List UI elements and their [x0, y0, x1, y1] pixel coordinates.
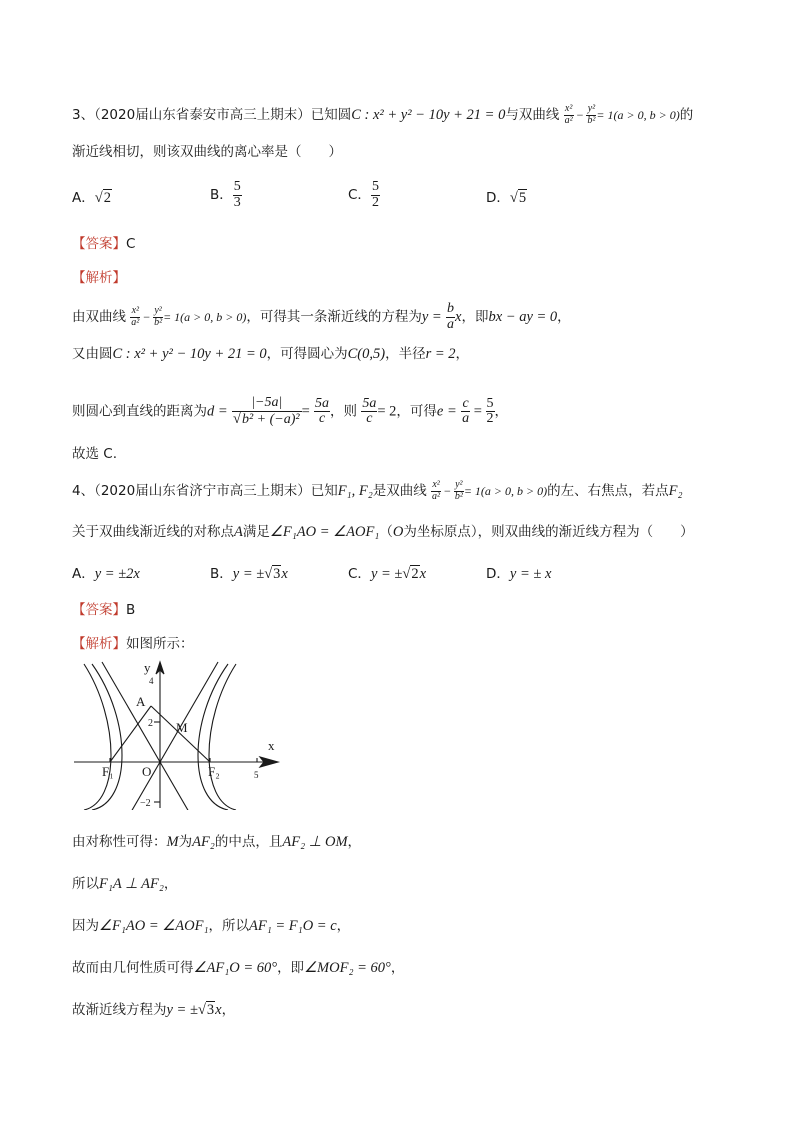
q3-solution-step2: 又由圆C : x² + y² − 10y + 21 = 0，可得圆心为C(0,5)，半径r = 2， — [72, 346, 470, 362]
q4-solution-line3: 因为∠F₁AO = ∠AOF₁，所以AF₁ = F₁O = c， — [72, 918, 351, 934]
q3-solution-step1: 由双曲线 $\frac{\text{x²}}{\text{a²}}$ − $\frac{\text{y²}}{\text{b²}}$ = 1(a > 0, b > 0)，可得其一条渐近线的方程为y = $\frac{b}{a}$ x，即bx − ay = 0， — [72, 301, 571, 332]
q3-solution-conclusion: 故选 C. — [72, 446, 118, 462]
hyperbola-right-branch — [209, 664, 236, 810]
point-O: O — [142, 764, 152, 779]
q3-frac-y2b2: $\frac{\text{y²}}{\text{b²}}$ — [587, 103, 596, 126]
q3-tail: 的 — [679, 107, 694, 123]
q3-s1-frac-ba: $\frac{b}{a}$ — [447, 301, 455, 332]
q4-stem-line2: 关于双曲线渐近线的对称点A满足∠F₁AO = ∠AOF₁（O为坐标原点），则双曲线的渐近线方程为（ ） — [72, 524, 694, 540]
tick-y4: 4 — [149, 676, 154, 686]
q3-option-d: D．√5 — [486, 190, 527, 206]
q4-frac-y2b2: $\frac{\text{y²}}{\text{b²}}$ — [454, 479, 463, 502]
point-M: M — [176, 720, 188, 735]
q3-s1-frac-y2b2: $\frac{\text{y²}}{\text{b²}}$ — [154, 305, 163, 328]
tick-yneg2: −2 — [140, 798, 151, 809]
q3-option-c: C． $\frac{5}{2}$ — [348, 179, 379, 210]
q3-option-b: B． $\frac{5}{3}$ — [210, 179, 241, 210]
q3-intro: 3、（2020届山东省泰安市高三上期末）已知圆 — [72, 107, 352, 123]
q4-option-a: A．y = ±2x — [72, 566, 140, 582]
q3-s3-frac-5ac-2: $\frac{5a}{c}$ — [362, 395, 377, 427]
q3-s3-distance-frac: $\frac{|-5a|}{\text{√b² + (−a)²}}$ — [232, 395, 300, 427]
q3-frac-x2a2: $\frac{\text{x²}}{\text{a²}}$ — [564, 103, 573, 126]
q3-opt-a-sqrt: √2 — [94, 190, 111, 206]
tick-y2: 2 — [148, 718, 153, 729]
q3-solution-step3: 则圆心到直线的距离为d = $\frac{|-5a|}{\text{√b² + (−a)²}}$ = $\frac{5a}{c}$ ，则 $\frac{5a}{c}$ = 2，可得e = $\frac{c}{a}$ = $\frac{5}{2}$ ， — [72, 395, 508, 427]
q3-answer — [72, 234, 135, 254]
q3-s3-frac-ca: $\frac{c}{a}$ — [462, 395, 470, 427]
q3-circle-eq: C : x² + y² − 10y + 21 = 0 — [351, 107, 506, 123]
q4-solution-line1: 由对称性可得：M为AF₂的中点，且AF₂ ⊥ OM， — [72, 834, 362, 850]
q3-stem-line2: 渐近线相切，则该双曲线的离心率是（ ） — [72, 144, 342, 160]
q3-s1-frac-x2a2: $\frac{\text{x²}}{\text{a²}}$ — [131, 305, 140, 328]
hyperbola-left-branch — [84, 664, 111, 810]
q4-analysis: 【解析】如图所示： — [72, 636, 194, 652]
label-y: y — [144, 660, 151, 675]
q3-opt-b-frac: $\frac{5}{3}$ — [233, 179, 241, 210]
q3-opt-c-frac: $\frac{5}{2}$ — [371, 179, 379, 210]
q3-stem-line1: 3、（2020届山东省泰安市高三上期末）已知圆C : x² + y² − 10y + 21 = 0与双曲线 $\frac{\text{x²}}{\text{a²}}$ − $\frac{\text{y²}}{\text{b²}}$ = 1(a > 0, b > 0)的 — [72, 103, 694, 126]
tick-x5: 5 — [254, 770, 259, 780]
q4-solution-line4: 故而由几何性质可得∠AF₁O = 60°，即∠MOF₂ = 60°， — [72, 960, 405, 976]
q4-option-d: D．y = ± x — [486, 566, 552, 582]
q3-answer-label: 【答案】 — [72, 236, 126, 252]
q3-answer-value: C — [126, 236, 136, 252]
q4-solution-line2: 所以F₁A ⊥ AF₂， — [72, 876, 178, 892]
point-A: A — [136, 694, 146, 709]
q3-opt-d-sqrt: √5 — [509, 190, 527, 206]
label-x: x — [268, 738, 275, 753]
point-F1: F₁ — [102, 764, 114, 779]
q3-analysis-label: 【解析】 — [72, 270, 126, 286]
q4-option-c: C．y = ±√2x — [348, 566, 427, 582]
q3-s3-frac-5ac: $\frac{5a}{c}$ — [315, 395, 330, 427]
hyperbola-left-branch-inner — [92, 664, 122, 810]
q4-option-b: B．y = ±√3x — [210, 566, 288, 582]
q4-solution-line5: 故渐近线方程为y = ±√3x， — [72, 1002, 236, 1018]
q3-cond: = 1(a > 0, b > 0) — [596, 108, 680, 122]
hyperbola-right-branch-outer — [198, 664, 228, 810]
q4-answer-value: B — [126, 602, 136, 618]
q4-stem-line1: 4、（2020届山东省济宁市高三上期末）已知F₁, F₂是双曲线 $\frac{\text{x²}}{\text{a²}}$ − $\frac{\text{y²}}{\text{b²}}$ = 1(a > 0, b > 0)的左、右焦点，若点F₂ — [72, 479, 683, 502]
q4-hyperbola-figure — [72, 660, 282, 810]
q3-mid: 与双曲线 — [505, 107, 560, 123]
q3-option-a: A．√2 — [72, 190, 111, 206]
q4-answer — [72, 600, 135, 620]
q4-frac-x2a2: $\frac{\text{x²}}{\text{a²}}$ — [432, 479, 441, 502]
q4-analysis-label: 【解析】 — [72, 636, 126, 652]
q4-answer-label: 【答案】 — [72, 602, 126, 618]
q3-s3-frac-52: $\frac{5}{2}$ — [486, 395, 494, 427]
point-F2: F₂ — [208, 764, 220, 779]
